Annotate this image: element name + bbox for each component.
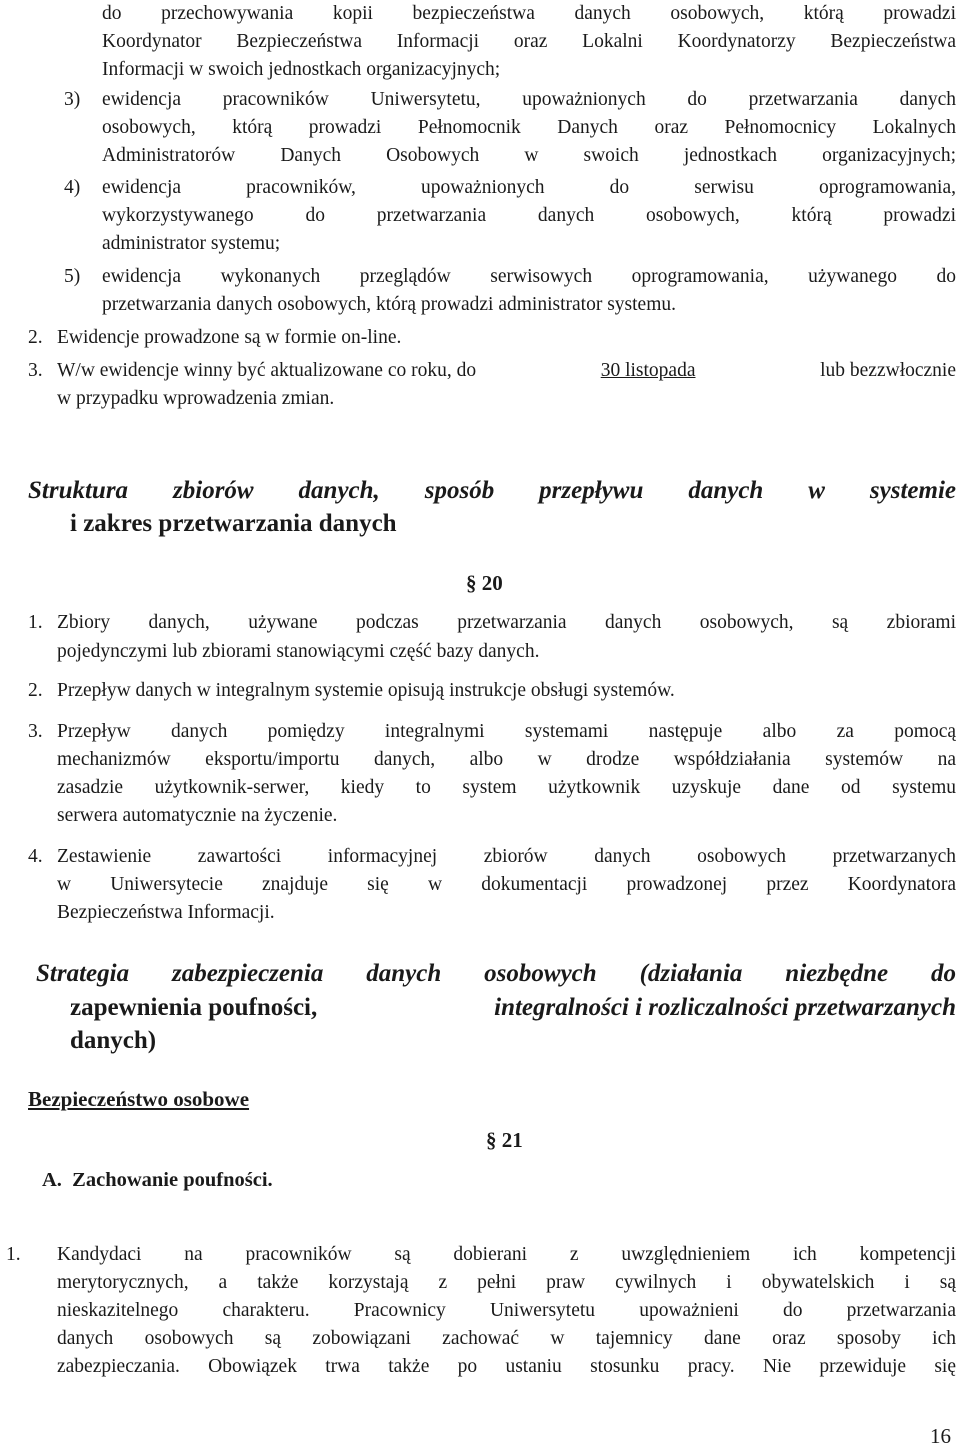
continuation-line-1: do przechowywania kopii bezpieczeństwa danych osobowych, którą prowadzi (102, 3, 956, 24)
s20-point-3-line-4: serwera automatycznie na życzenie. (57, 805, 338, 826)
page-number: 16 (930, 1424, 951, 1448)
section-heading-structure-line-1: Struktura zbiorów danych, sposób przepływu danych w systemie (28, 477, 956, 504)
item-4-line-1: ewidencja pracowników, upoważnionych do serwisu oprogramowania, (102, 177, 956, 198)
s21-point-1-line-2: merytorycznych, a także korzystają z pełni praw cywilnych i obywatelskich i są (57, 1272, 956, 1293)
item-4-line-3: administrator systemu; (102, 233, 281, 254)
s20-point-4-number: 4. (28, 846, 43, 867)
s20-point-3-number: 3. (28, 721, 43, 742)
point-3-line-1 (57, 357, 956, 385)
point-3-number: 3. (28, 360, 43, 381)
item-5-line-1: ewidencja wykonanych przeglądów serwisowych oprogramowania, używanego do (102, 266, 956, 287)
section-heading-strategy-line-1: Strategia zabezpieczenia danych osobowych (działania niezbędne do (36, 960, 956, 987)
s21-point-1-number: 1. (6, 1244, 21, 1265)
strategy-line-2-bold: zapewnienia poufności, (70, 994, 318, 1021)
s20-point-3-line-2: mechanizmów eksportu/importu danych, albo w drodze współdziałania systemów na (57, 749, 956, 770)
s20-point-4-line-2: w Uniwersytecie znajduje się w dokumentacji prowadzonej przez Koordynatora (57, 874, 956, 895)
s21-point-1-line-4: danych osobowych są zobowiązani zachować w tajemnicy dane oraz sposoby ich (57, 1328, 956, 1349)
item-5-number: 5) (64, 266, 81, 287)
point-3-line-2: w przypadku wprowadzenia zmian. (57, 388, 335, 409)
continuation-line-2: Koordynator Bezpieczeństwa Informacji oraz Lokalni Koordynatorzy Bezpieczeństwa (102, 31, 956, 52)
point-3-text-before: W/w ewidencje winny być aktualizowane co roku, do (57, 360, 477, 381)
deadline-underlined: 30 listopada (600, 360, 696, 381)
section-20-mark: § 20 (466, 571, 503, 595)
s20-point-1-number: 1. (28, 612, 43, 633)
strategy-line-2-rest: integralności i rozliczalności przetwarzanych (494, 994, 956, 1021)
s21-point-1-line-3: nieskazitelnego charakteru. Pracownicy Uniwersytetu upoważnieni do przetwarzania (57, 1300, 956, 1321)
section-heading-strategy-line-3: danych) (70, 1027, 157, 1054)
s20-point-3-line-3: zasadzie użytkownik-serwer, kiedy to system użytkownik uzyskuje dane od systemu (57, 777, 956, 798)
subheading-personal-security: Bezpieczeństwo osobowe (28, 1087, 250, 1111)
s20-point-1-line-2: pojedynczymi lub zbiorami stanowiącymi część bazy danych. (57, 641, 540, 662)
point-2-number: 2. (28, 327, 43, 348)
s20-point-4-line-1: Zestawienie zawartości informacyjnej zbiorów danych osobowych przetwarzanych (57, 846, 956, 867)
item-3-line-1: ewidencja pracowników Uniwersytetu, upoważnionych do przetwarzania danych (102, 89, 956, 110)
s21-point-1-line-5: zabezpieczania. Obowiązek trwa także po ustaniu stosunku pracy. Nie przewiduje się (57, 1356, 956, 1377)
s21-point-1-line-1: Kandydaci na pracowników są dobierani z uwzględnieniem ich kompetencji (57, 1244, 956, 1265)
s20-point-2-number: 2. (28, 680, 43, 701)
item-3-line-3: Administratorów Danych Osobowych w swoich jednostkach organizacyjnych; (102, 145, 956, 166)
s20-point-1-line-1: Zbiory danych, używane podczas przetwarzania danych osobowych, są zbiorami (57, 612, 956, 633)
s20-point-3-line-1: Przepływ danych pomiędzy integralnymi systemami następuje albo za pomocą (57, 721, 956, 742)
item-4-number: 4) (64, 177, 81, 198)
section-21-mark: § 21 (486, 1128, 523, 1152)
section-a-heading: A. Zachowanie poufności. (42, 1169, 273, 1191)
point-2-text: Ewidencje prowadzone są w formie on-line. (57, 327, 402, 348)
section-heading-strategy-line-2 (70, 991, 956, 1025)
point-3-text-after: lub bezzwłocznie (820, 360, 956, 381)
item-5-line-2: przetwarzania danych osobowych, którą prowadzi administrator systemu. (102, 294, 676, 315)
item-4-line-2: wykorzystywanego do przetwarzania danych osobowych, którą prowadzi (102, 205, 956, 226)
item-3-number: 3) (64, 89, 81, 110)
continuation-line-3: Informacji w swoich jednostkach organizacyjnych; (102, 59, 501, 80)
s20-point-2-line-1: Przepływ danych w integralnym systemie opisują instrukcje obsługi systemów. (57, 680, 675, 701)
s20-point-4-line-3: Bezpieczeństwa Informacji. (57, 902, 275, 923)
section-heading-structure-line-2: i zakres przetwarzania danych (70, 510, 397, 537)
item-3-line-2: osobowych, którą prowadzi Pełnomocnik Danych oraz Pełnomocnicy Lokalnych (102, 117, 956, 138)
